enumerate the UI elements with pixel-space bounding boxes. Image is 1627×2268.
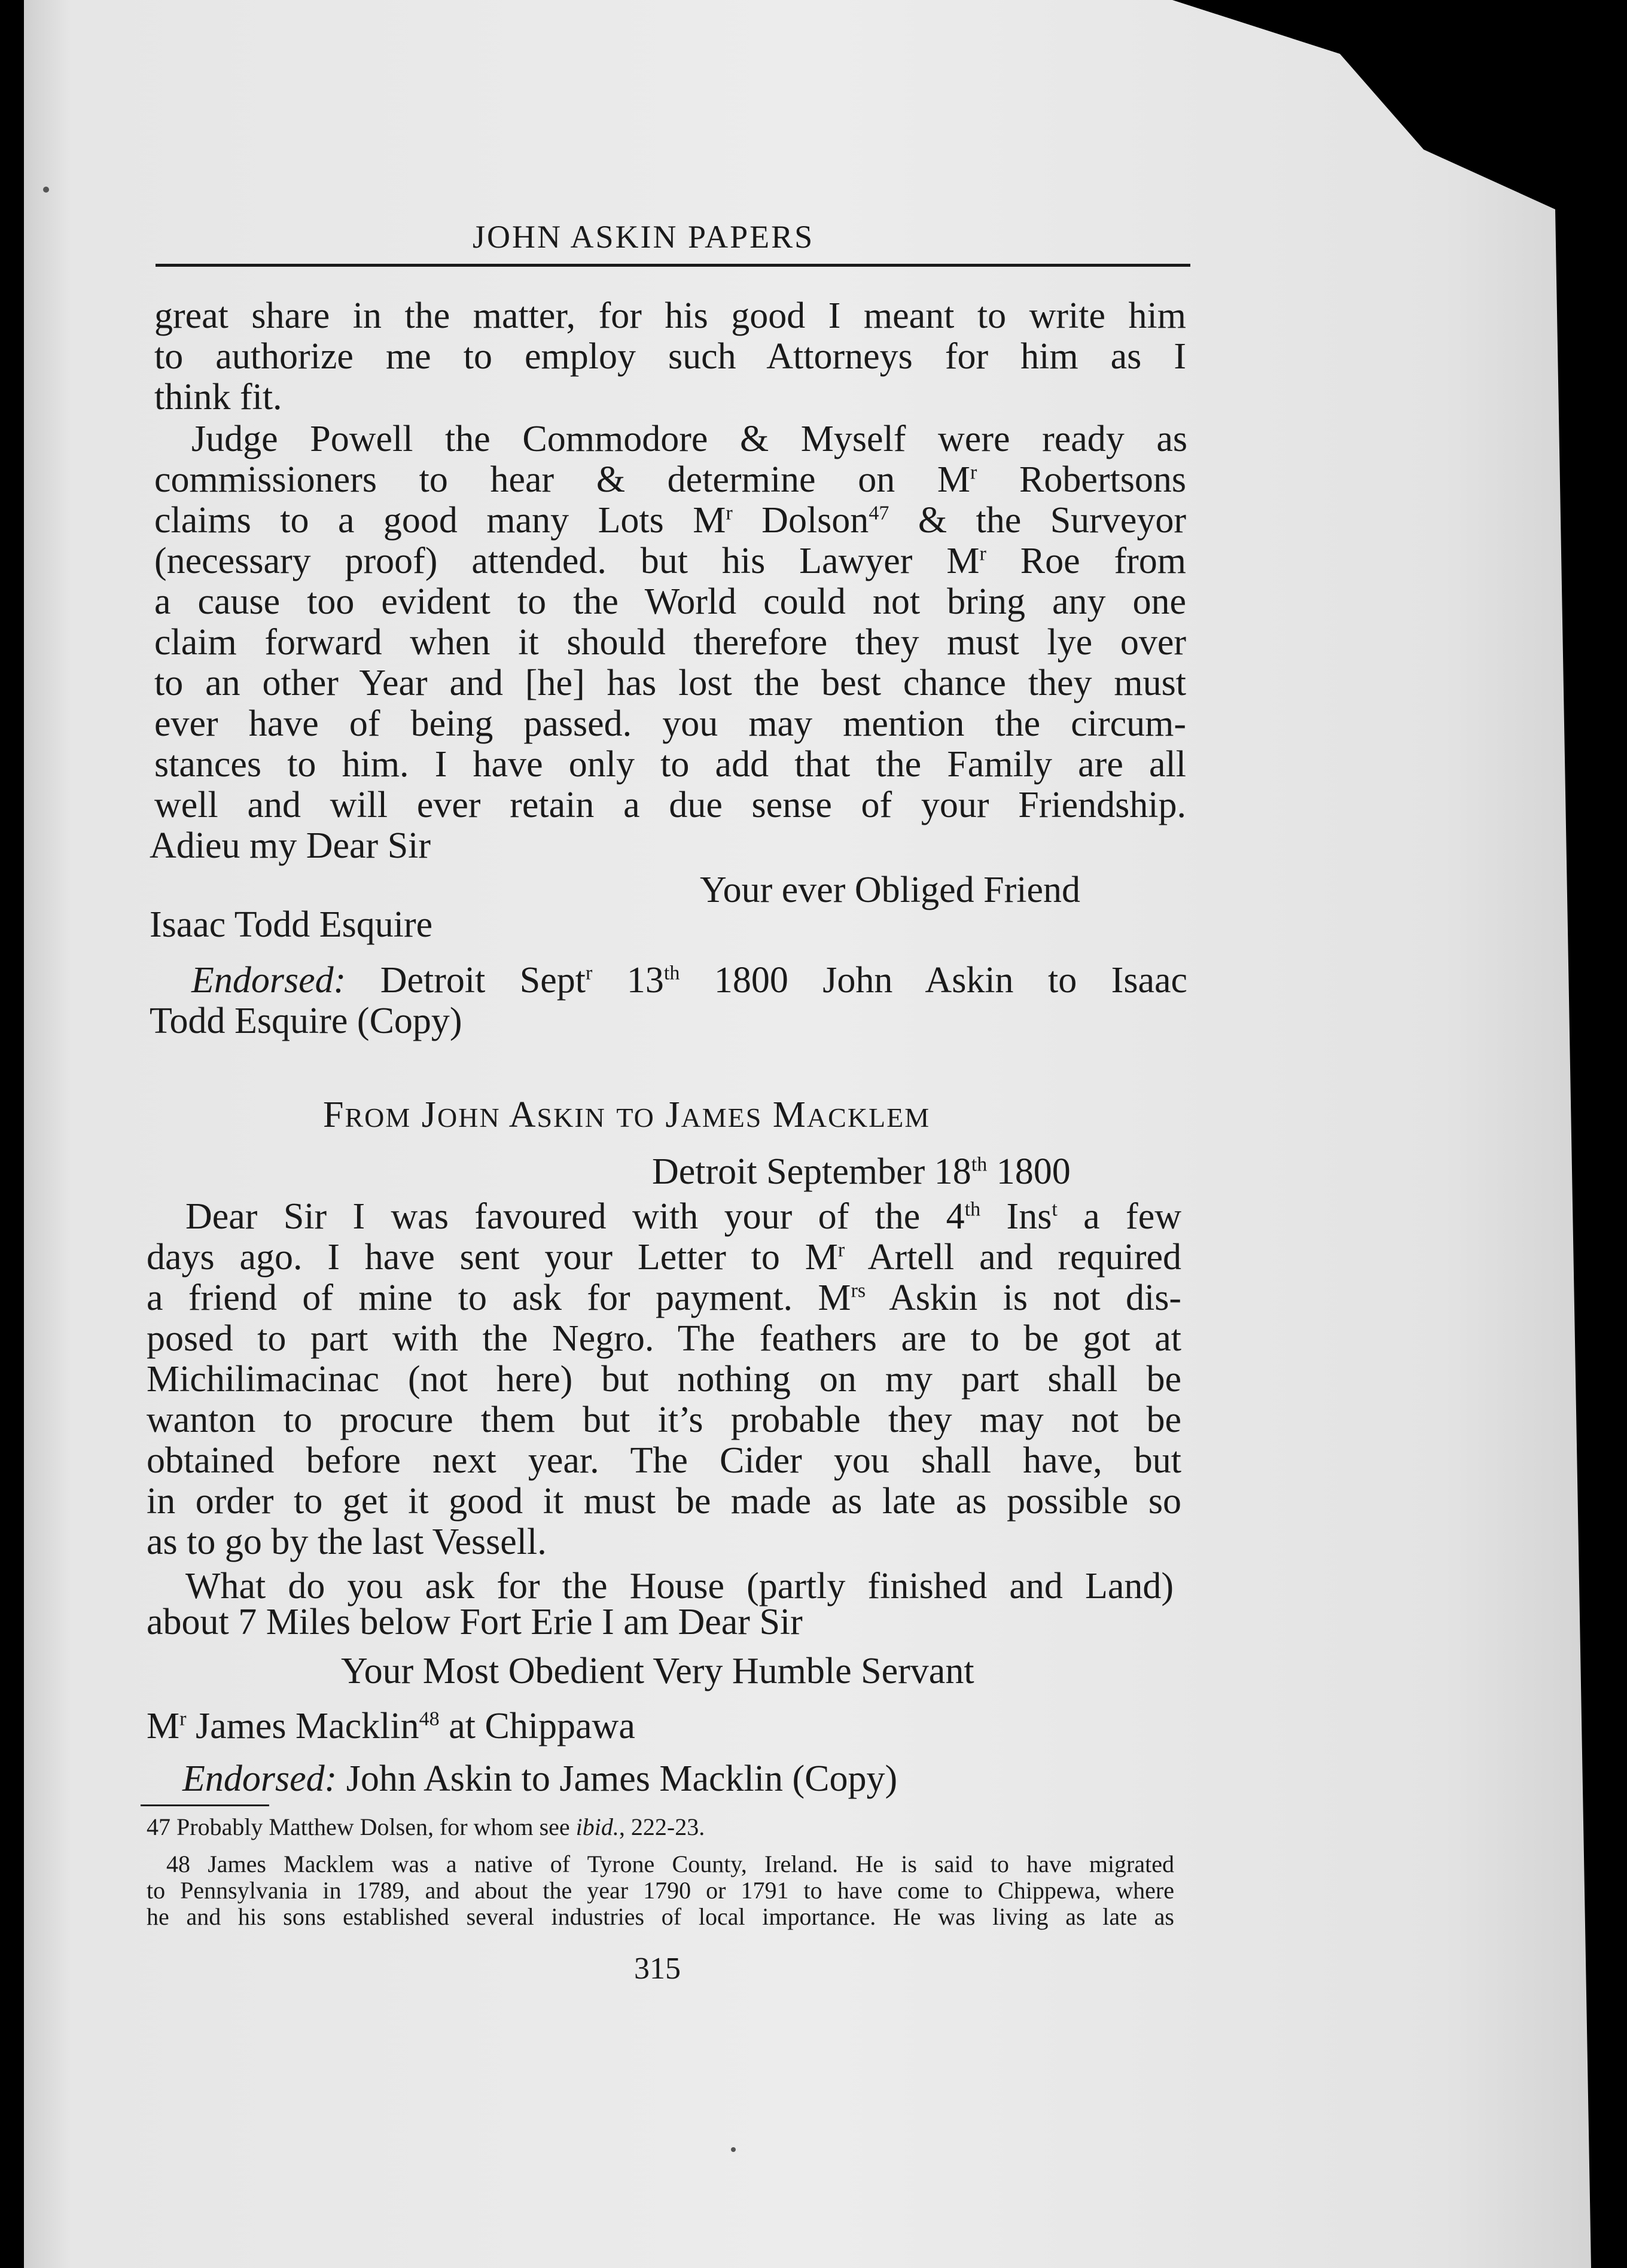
body-line: stances to him. I have only to add that the Family are all xyxy=(154,744,1186,785)
running-header: JOHN ASKIN PAPERS xyxy=(473,219,815,255)
body-line: well and will ever retain a due sense of your Friendship. xyxy=(154,785,1186,825)
body-line: to an other Year and [he] has lost the best chance they must xyxy=(154,663,1186,703)
body-line: Michilimacinac (not here) but nothing on my part shall be xyxy=(147,1359,1181,1400)
body-line: Dear Sir I was favoured with your of the 4th Ins$^t$ a few xyxy=(185,1196,1181,1237)
body-line: What do you ask for the House (partly finished and Land) xyxy=(185,1566,1174,1606)
endorsement: Endorsed: Detroit Sept$^r$ 13th 1800 John Askin to Isaac xyxy=(191,960,1188,1001)
footnote-ref: 47 xyxy=(869,502,889,525)
body-line: great share in the matter, for his good I meant to write him xyxy=(154,295,1186,336)
letter-closing: Your ever Obliged Friend xyxy=(700,870,1081,910)
body-line: wanton to procure them but it’s probable they may not be xyxy=(147,1400,1181,1440)
footnote-48: 48 James Macklem was a native of Tyrone County, Ireland. He is said to have migrated xyxy=(166,1851,1174,1877)
footnote-ref: 48 xyxy=(419,1708,440,1730)
letter-date: Detroit September 18th 1800 xyxy=(652,1151,1071,1192)
body-line: claim forward when it should therefore they must lye over xyxy=(154,622,1186,663)
endorsement: Endorsed: John Askin to James Macklin (Copy) xyxy=(182,1758,898,1799)
body-line: ever have of being passed. you may mention the circum- xyxy=(154,703,1186,744)
body-line: obtained before next year. The Cider you shall have, but xyxy=(147,1440,1181,1481)
letter-addressee: Isaac Todd Esquire xyxy=(150,904,433,945)
body-line: posed to part with the Negro. The feathers are to be got at xyxy=(147,1318,1181,1359)
endorsement: Todd Esquire (Copy) xyxy=(150,1001,462,1041)
letter-addressee: $M^r$ James Macklin$^{48}$ at Chippawa xyxy=(147,1706,635,1746)
body-line: days ago. I have sent your Letter to $M^r$ Artell and required xyxy=(147,1237,1181,1278)
body-line: in order to get it good it must be made as late as possible so xyxy=(147,1481,1181,1522)
footnote-48: to Pennsylvania in 1789, and about the year 1790 or 1791 to have come to Chippewa, where xyxy=(147,1877,1174,1904)
body-line: to authorize me to employ such Attorneys for him as I xyxy=(154,336,1186,377)
footnote-rule xyxy=(141,1804,269,1806)
body-line: a cause too evident to the World could not bring any one xyxy=(154,581,1186,622)
paper-speck xyxy=(731,2147,736,2152)
body-line: as to go by the last Vessell. xyxy=(147,1522,547,1562)
body-line: about 7 Miles below Fort Erie I am Dear Sir xyxy=(147,1602,803,1642)
body-line: commissioners to hear & determine on $M^r$ Robertsons xyxy=(154,459,1186,500)
body-line: Judge Powell the Commodore & Myself were ready as xyxy=(191,419,1187,459)
body-line: a friend of mine to ask for payment. $M^{rs}$ Askin is not dis- xyxy=(147,1278,1181,1318)
body-line: Adieu my Dear Sir xyxy=(150,825,431,866)
header-rule xyxy=(156,264,1190,267)
footnote-47: 47 Probably Matthew Dolsen, for whom see ibid., 222-23. xyxy=(147,1813,705,1840)
page-number: 315 xyxy=(634,1952,681,1986)
letter-heading: FROM JOHN ASKIN TO JAMES MACKLEM xyxy=(323,1095,931,1135)
body-line: (necessary proof) attended. but his Lawyer $M^r$ Roe from xyxy=(154,541,1187,581)
letter-closing: Your Most Obedient Very Humble Servant xyxy=(341,1651,974,1691)
body-line: think fit. xyxy=(154,377,282,417)
paper-speck xyxy=(43,187,49,193)
footnote-48: he and his sons established several industries of local importance. He was living as late as xyxy=(147,1903,1174,1930)
body-line: claims to a good many Lots $M^r$ Dolson$^{47}$ & the Surveyor xyxy=(154,500,1186,541)
